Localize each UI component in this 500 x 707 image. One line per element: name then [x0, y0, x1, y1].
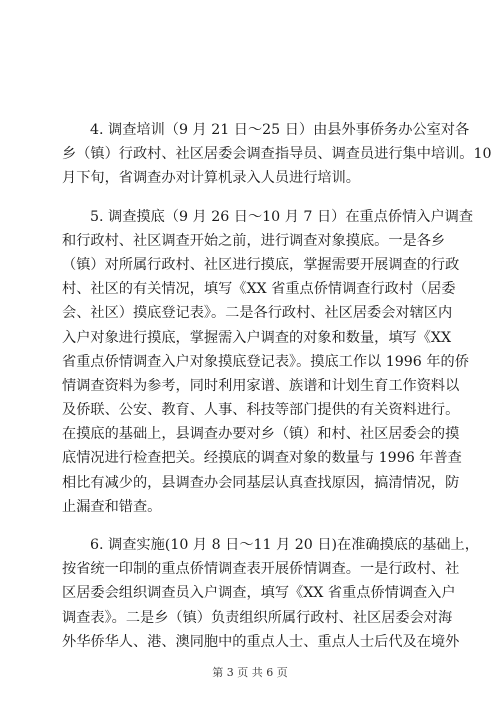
text-line: 月下旬，省调查办对计算机录入人员进行培训。 [62, 170, 360, 187]
text-line: 和行政村、社区调查开始之前，进行调查对象摸底。一是各乡 [62, 232, 446, 249]
text-line: 及侨联、公安、教育、人事、科技等部门提供的有关资料进行。 [62, 402, 460, 419]
paragraph [62, 205, 474, 519]
text-line: 区居委会组织调查员入户调查，填写《XX 省重点侨情调查入户 [62, 585, 456, 602]
text-line: 在摸底的基础上，县调查办要对乡（镇）和村、社区居委会的摸 [62, 426, 460, 443]
text-line: 底情况进行检查把关。经摸底的调查对象的数量与 1996 年普查 [62, 450, 462, 467]
text-line: 省重点侨情调查入户对象摸底登记表》。摸底工作以 1996 年的侨 [62, 353, 469, 370]
text-line: 相比有减少的，县调查办会同基层认真查找原因，搞清情况，防 [62, 474, 460, 491]
text-line: 入户对象进行摸底，掌握需入户调查的对象和数量，填写《XX [62, 329, 452, 346]
paragraph [62, 533, 479, 654]
text-line: 4. 调查培训（9 月 21 日～25 日）由县外事侨务办公室对各 [90, 122, 470, 138]
text-line: 会、社区）摸底登记表》。二是各行政村、社区居委会对辖区内 [62, 305, 453, 322]
text-line: 村、社区的有关情况，填写《XX 省重点侨情调查行政村（居委 [62, 281, 456, 298]
text-line: 按省统一印制的重点侨情调查表开展侨情调查。一是行政村、社 [62, 561, 460, 578]
text-line: 情调查资料为参考，同时利用家谱、族谱和计划生育工作资料以 [62, 377, 460, 394]
page-footer: 第 3 页 共 6 页 [212, 666, 288, 679]
document-body [62, 118, 492, 654]
text-line: 外华侨华人、港、澳同胞中的重点人士、重点人士后代及在境外 [62, 633, 460, 650]
text-line: 止漏查和错查。 [62, 498, 162, 515]
text-line: 乡（镇）行政村、社区居委会调查指导员、调查员进行集中培训。10 [62, 146, 492, 163]
text-line: 6. 调查实施(10 月 8 日～11 月 20 日)在准确摸底的基础上， [90, 537, 479, 553]
text-line: （镇）对所属行政村、社区进行摸底，掌握需要开展调查的行政 [62, 256, 460, 273]
text-line: 5. 调查摸底（9 月 26 日～10 月 7 日）在重点侨情入户调查 [90, 208, 474, 225]
text-line: 调查表》。二是乡（镇）负责组织所属行政村、社区居委会对海 [62, 609, 453, 626]
paragraph [62, 118, 492, 191]
